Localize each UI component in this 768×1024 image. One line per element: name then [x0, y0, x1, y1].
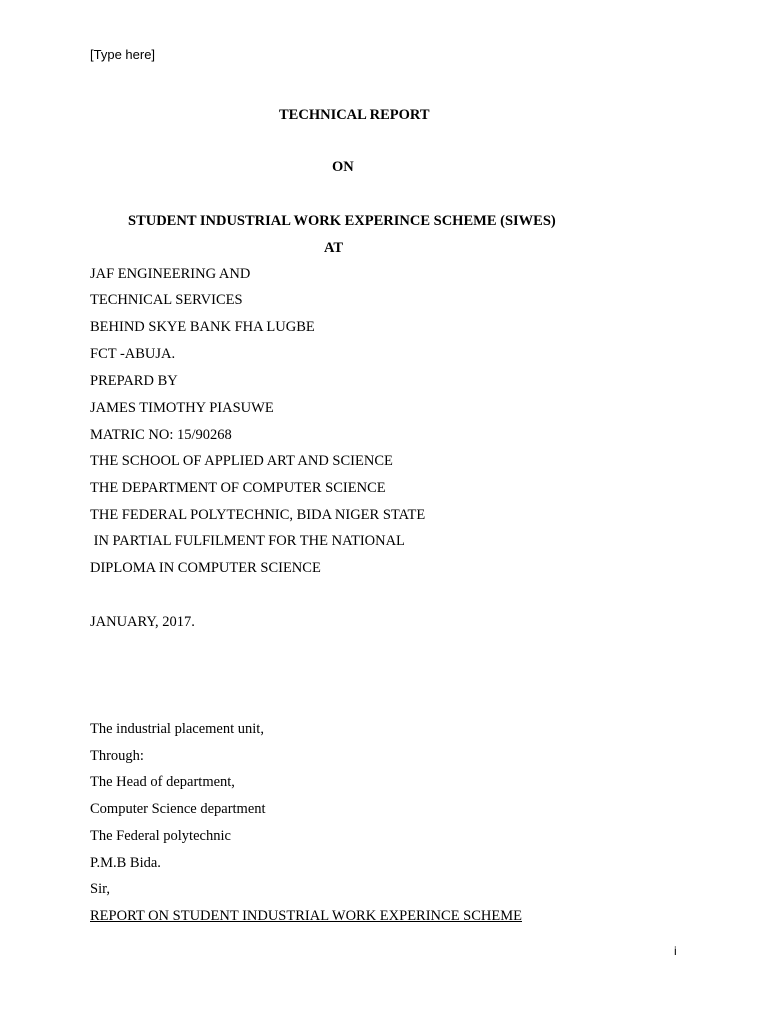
- page-number: i: [674, 944, 677, 958]
- letter-recipient-line2: Through:: [90, 748, 144, 764]
- fulfilment-line1: IN PARTIAL FULFILMENT FOR THE NATIONAL: [90, 533, 405, 549]
- title-technical-report: TECHNICAL REPORT: [279, 107, 430, 123]
- institution-name: THE FEDERAL POLYTECHNIC, BIDA NIGER STATE: [90, 507, 426, 523]
- school-name: THE SCHOOL OF APPLIED ART AND SCIENCE: [90, 453, 393, 469]
- title-on: ON: [332, 159, 354, 175]
- company-name-line2: TECHNICAL SERVICES: [90, 292, 243, 308]
- letter-salutation: Sir,: [90, 881, 110, 897]
- letter-subject: REPORT ON STUDENT INDUSTRIAL WORK EXPERINCE SCHEME: [90, 908, 522, 924]
- prepared-by-label: PREPARD BY: [90, 373, 178, 389]
- company-address-line2: FCT -ABUJA.: [90, 346, 176, 362]
- company-name-line1: JAF ENGINEERING AND: [90, 266, 251, 282]
- student-name: JAMES TIMOTHY PIASUWE: [90, 400, 274, 416]
- fulfilment-line2: DIPLOMA IN COMPUTER SCIENCE: [90, 560, 321, 576]
- letter-recipient-line1: The industrial placement unit,: [90, 721, 264, 737]
- header-placeholder: [Type here]: [90, 47, 156, 62]
- matric-number: MATRIC NO: 15/90268: [90, 427, 232, 443]
- title-at: AT: [324, 240, 344, 256]
- letter-recipient-line3: The Head of department,: [90, 774, 235, 790]
- report-date: JANUARY, 2017.: [90, 614, 195, 630]
- letter-recipient-line4: Computer Science department: [90, 801, 266, 817]
- letter-recipient-line6: P.M.B Bida.: [90, 855, 161, 871]
- letter-recipient-line5: The Federal polytechnic: [90, 828, 231, 844]
- title-scheme: STUDENT INDUSTRIAL WORK EXPERINCE SCHEME (SIWES): [128, 213, 556, 229]
- company-address-line1: BEHIND SKYE BANK FHA LUGBE: [90, 319, 315, 335]
- department-name: THE DEPARTMENT OF COMPUTER SCIENCE: [90, 480, 386, 496]
